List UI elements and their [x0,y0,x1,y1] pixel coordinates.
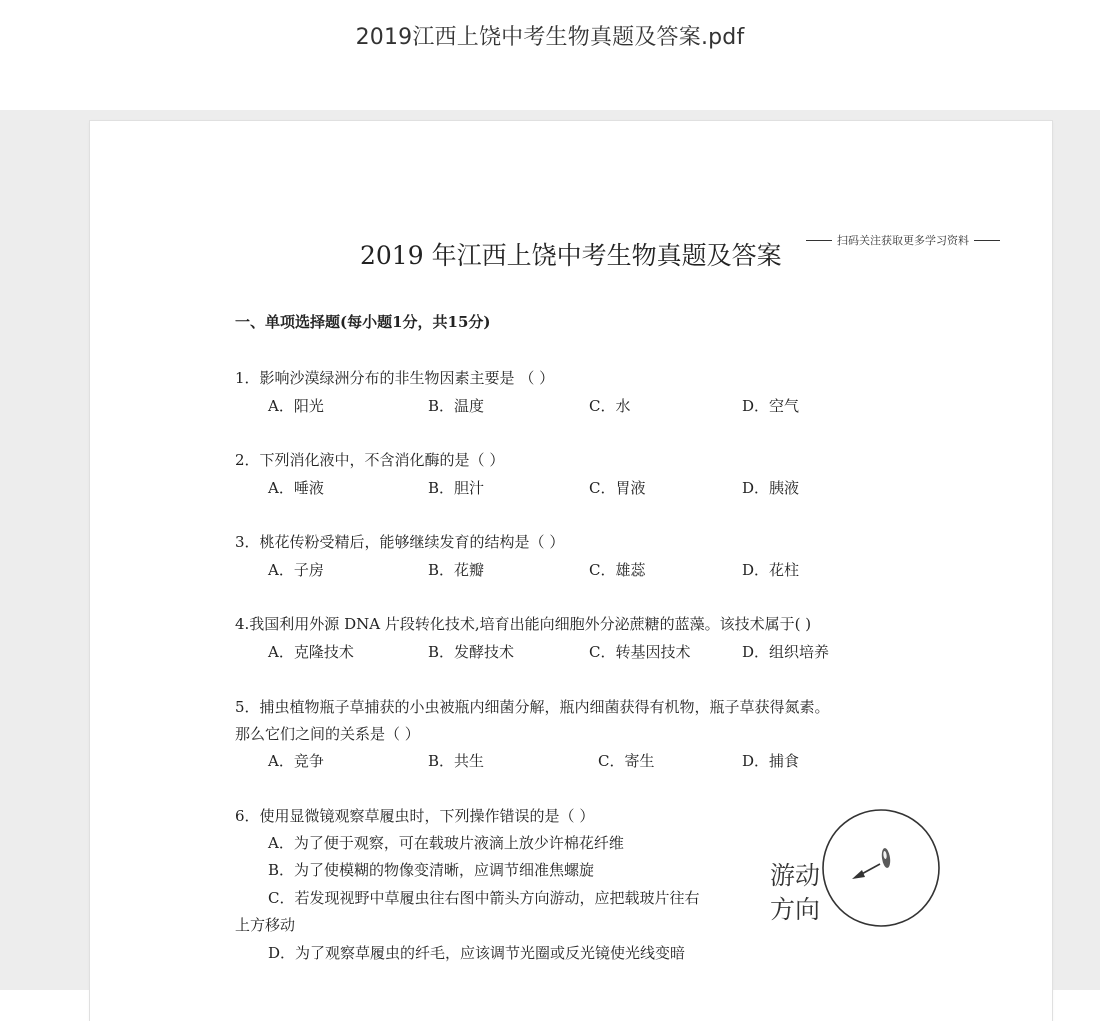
document-filename: 2019江西上饶中考生物真题及答案.pdf [355,25,745,50]
figure-label-line2: 方向 [770,895,821,924]
paramecium-icon [881,848,892,869]
question-3-option-c: C．雄蕊 [589,561,646,579]
question-5-stem: 5．捕虫植物瓶子草捕获的小虫被瓶内细菌分解，瓶内细菌获得有机物，瓶子草获得氮素。 [235,698,830,716]
question-6-option-b: B．为了使模糊的物像变清晰，应调节细准焦螺旋 [268,861,595,879]
question-2-option-d: D．胰液 [742,479,800,497]
question-2-option-b: B．胆汁 [428,479,485,497]
pdf-page [90,121,1052,1021]
question-1-option-d: D．空气 [742,397,800,415]
question-5-option-c: C．寄生 [598,752,655,770]
question-6-option-a: A．为了便于观察，可在载玻片液滴上放少许棉花纤维 [268,834,624,852]
divider [806,240,832,241]
question-6-option-d: D．为了观察草履虫的纤毛，应该调节光圈或反光镜使光线变暗 [268,944,686,962]
question-5-option-b: B．共生 [428,752,485,770]
question-3-option-a: A．子房 [268,561,324,579]
question-3-option-d: D．花柱 [742,561,800,579]
divider [974,240,1000,241]
question-6-option-c: C．若发现视野中草履虫往右图中箭头方向游动，应把载玻片往右 [268,889,700,907]
question-2-option-a: A．唾液 [268,479,324,497]
question-4-option-d: D．组织培养 [742,643,830,661]
qr-note-text: 扫码关注获取更多学习资料 [837,234,969,247]
question-6-option-c-continued: 上方移动 [235,916,296,934]
field-of-view-circle [823,810,939,926]
qr-note [806,232,1000,248]
title-bar [0,0,1100,110]
swim-direction-arrow-icon [852,864,880,879]
question-5-stem-continued: 那么它们之间的关系是（ ） [235,725,420,743]
question-4-option-a: A．克隆技术 [268,643,354,661]
figure-label-line1: 游动 [770,861,821,890]
question-5-option-a: A．竞争 [268,752,324,770]
question-1-option-a: A．阳光 [268,397,324,415]
question-2-stem: 2．下列消化液中，不含消化酶的是（ ） [235,451,505,469]
section-heading: 一、单项选择题(每小题1分，共15分) [235,313,491,331]
question-4-option-c: C．转基因技术 [589,643,691,661]
exam-title: 2019 年江西上饶中考生物真题及答案 [360,241,782,270]
question-2-option-c: C．胃液 [589,479,646,497]
question-6-stem: 6．使用显微镜观察草履虫时，下列操作错误的是（ ） [235,807,595,825]
question-1-option-c: C．水 [589,397,631,415]
microscope-field-figure [766,806,946,936]
question-5-option-d: D．捕食 [742,752,800,770]
question-1-option-b: B．温度 [428,397,485,415]
question-4-option-b: B．发酵技术 [428,643,515,661]
question-4-stem: 4.我国利用外源 DNA 片段转化技术,培育出能向细胞外分泌蔗糖的蓝藻。该技术属于( ) [235,615,812,633]
question-3-option-b: B．花瓣 [428,561,485,579]
question-1-stem: 1．影响沙漠绿洲分布的非生物因素主要是 （ ） [235,369,555,387]
question-3-stem: 3．桃花传粉受精后，能够继续发育的结构是（ ） [235,533,565,551]
